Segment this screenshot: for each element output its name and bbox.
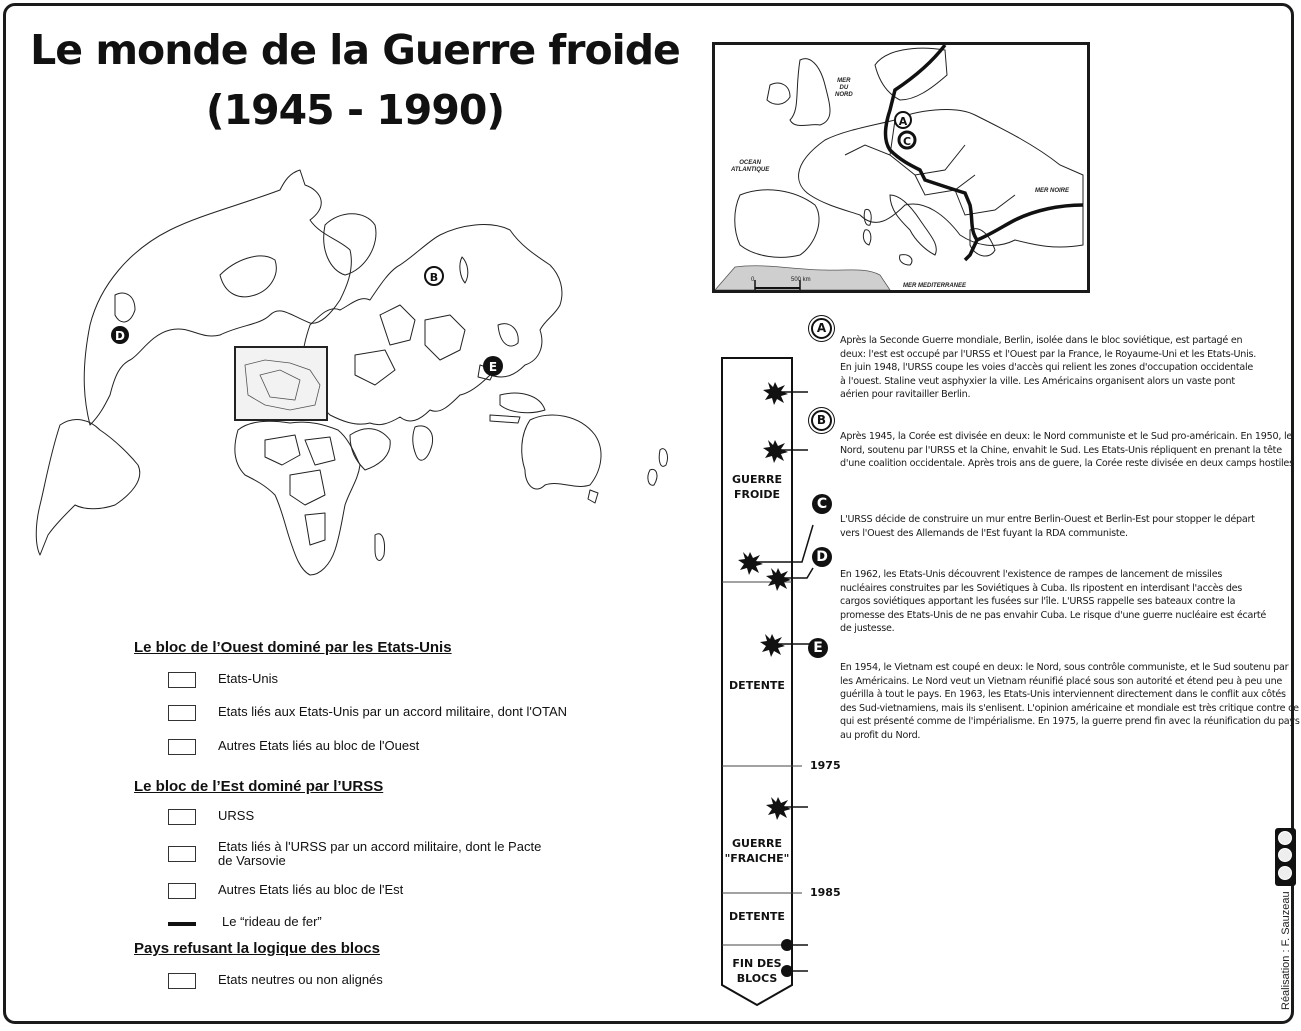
- svg-text:C: C: [902, 135, 912, 148]
- label-atlantic-2: ATLANTIQUE: [731, 167, 770, 173]
- event-badge-b[interactable]: B: [811, 410, 832, 431]
- legend-swatch[interactable]: [168, 739, 196, 755]
- legend-swatch[interactable]: [168, 973, 196, 989]
- svg-text:B: B: [429, 271, 439, 284]
- period-fin-des-blocs: [722, 956, 792, 986]
- event-badge-c[interactable]: C: [812, 494, 832, 514]
- label-atlantic-1: OCEAN: [739, 160, 761, 166]
- period-label-line: GUERRE: [732, 837, 782, 850]
- period-guerre-fraiche: [722, 836, 792, 866]
- continent-south-america: [36, 420, 140, 555]
- label-north-sea-2: DU: [839, 85, 849, 91]
- legend-item-label: URSS: [218, 808, 255, 823]
- period-detente-1: [722, 678, 792, 693]
- event-text-b: Après 1945, la Corée est divisée en deux: le Nord communiste et le Sud pro-américain. En 1950, le Nord, soutenu par l'URSS et la Chine, envahit le Sud. Les Etats-Unis répliquent en prenant la tête d'une coalition occidentale. Après trois ans de guere, la Corée reste divisée en deux camps hostiles: [840, 431, 1294, 470]
- legend-item-label: Etats liés aux Etats-Unis par un accord militaire, dont l'OTAN: [218, 704, 568, 719]
- europe-inset-map: [712, 42, 1090, 293]
- legend-item-urss: [168, 809, 254, 827]
- iron-curtain-line: [885, 45, 1083, 260]
- svg-text:D: D: [115, 329, 125, 343]
- legend-item-iron-curtain: [168, 915, 322, 933]
- scale-end: 500 km: [791, 277, 811, 283]
- legend-swatch[interactable]: [168, 705, 196, 721]
- event-badge-d[interactable]: D: [812, 547, 832, 567]
- label-atlantic: [731, 160, 769, 174]
- legend-item-label: Etats-Unis: [218, 671, 278, 686]
- period-label-line: DETENTE: [729, 679, 785, 692]
- legend-heading-east: Le bloc de l’Est dominé par l’URSS: [134, 778, 384, 795]
- continent-greenland: [324, 214, 376, 275]
- year-1985: 1985: [810, 886, 841, 899]
- event-badge-e[interactable]: E: [808, 638, 828, 658]
- event-text-e: En 1954, le Vietnam est coupé en deux: le Nord, sous contrôle communiste, et le Sud soutenu par les Américains. Le Nord veut un Vietnam réunifié placé sous son autorité et étend peu à peu une guérilla à tout le pays. En 1963, les Etats-Unis interviennent directement dans le conflit aux côtés des Sud-vietnamiens, mais ils s'enlisent. L'opinion américaine et mondiale est très critique contre ce qui est présenté comme de l'impérialisme. En 1975, la guerre prend fin avec la réunification du pays au profit du Nord.: [840, 662, 1300, 741]
- period-label-line: FIN DES: [732, 957, 782, 970]
- timeline: [710, 350, 840, 1010]
- legend-item-other-east: [168, 883, 403, 901]
- period-detente-2: [722, 909, 792, 924]
- period-label-line: "FRAICHE": [724, 852, 790, 865]
- period-label-line: DETENTE: [729, 910, 785, 923]
- marker-C-berlin-wall[interactable]: [899, 132, 915, 148]
- event-text-d: En 1962, les Etats-Unis découvrent l'existence de rampes de lancement de missiles nucléaires construites par les Soviétiques à Cuba. Ils ripostent en interdisant l'accès des cargos soviétiques apportant les fusées sur l'île. L'URSS rappelle ses bateaux contre la promesse des Etats-Unis de ne pas envahir Cuba. Le risque d'une guerre nucléaire est écarté de justesse.: [840, 569, 1266, 635]
- legend-item-label: Autres Etats liés au bloc de l'Ouest: [218, 738, 420, 753]
- marker-B-korea[interactable]: [425, 267, 443, 285]
- period-guerre-froide: [722, 472, 792, 502]
- marker-E-vietnam[interactable]: [483, 356, 503, 376]
- legend-item-other-west: [168, 739, 419, 757]
- continent-australia: [522, 415, 601, 489]
- legend-item-label: Etats liés à l'URSS par un accord militaire, dont le Pacte de Varsovie: [218, 839, 542, 868]
- title-line-2: (1945 - 1990): [205, 86, 505, 134]
- credit-text: Réalisation : F. Sauzeau: [1280, 891, 1292, 1010]
- dot-icon-1989: [781, 939, 793, 951]
- legend-item-neutral: [168, 973, 383, 991]
- legend-item-label: Etats neutres ou non alignés: [218, 972, 383, 987]
- legend-swatch[interactable]: [168, 846, 196, 862]
- svg-text:A: A: [898, 115, 908, 128]
- legend-item-usa: [168, 672, 278, 690]
- scale-start: 0: [751, 277, 755, 283]
- legend-item-label: Autres Etats liés au bloc de l'Est: [218, 882, 404, 897]
- legend-swatch[interactable]: [168, 672, 196, 688]
- legend-swatch[interactable]: [168, 883, 196, 899]
- page-title: [10, 20, 700, 140]
- label-north-sea: [835, 78, 853, 99]
- legend-item-nato: [168, 705, 567, 723]
- label-mediterranean: MER MEDITERRANEE: [903, 283, 967, 289]
- event-text-a: Après la Seconde Guerre mondiale, Berlin, isolée dans le bloc soviétique, est partagé en deux: l'est est occupé par l'URSS et l'Ouest par la France, le Royaume-Uni et les Etats-Unis. En juin 1948, l'URSS coupe les voies d'accès qui relient les zones d'occupation occidentale à l'ouest. Staline veut asphyxier la ville. Les Américains organisent alors un vaste pont aérien pour ravitailler Berlin.: [840, 335, 1257, 401]
- license-badge-icon: [1275, 828, 1296, 886]
- legend-item-warsaw-pact: [168, 840, 558, 872]
- legend-heading-neutral: Pays refusant la logique des blocs: [134, 940, 380, 957]
- label-black-sea: MER NOIRE: [1035, 188, 1070, 194]
- label-north-sea-1: MER: [837, 78, 851, 84]
- title-line-1: Le monde de la Guerre froide: [30, 26, 680, 74]
- legend-heading-west: Le bloc de l’Ouest dominé par les Etats-Unis: [134, 639, 452, 656]
- event-badge-a[interactable]: A: [811, 318, 832, 339]
- legend-swatch[interactable]: [168, 809, 196, 825]
- year-1975: 1975: [810, 759, 841, 772]
- legend-item-label: Le “rideau de fer”: [222, 914, 322, 929]
- svg-text:E: E: [488, 360, 498, 374]
- marker-D-cuba[interactable]: [111, 326, 129, 344]
- marker-A-berlin[interactable]: [895, 112, 911, 128]
- label-north-sea-3: NORD: [835, 92, 853, 98]
- continent-eurasia: [303, 225, 562, 425]
- period-label-line: FROIDE: [733, 488, 781, 501]
- europe-inset-frame: [235, 347, 327, 420]
- event-text-c: L'URSS décide de construire un mur entre Berlin-Ouest et Berlin-Est pour stopper le départ vers l'Ouest des Allemands de l'Est fuyant la RDA communiste.: [840, 514, 1255, 539]
- iron-curtain-symbol: [168, 922, 196, 926]
- period-label-line: GUERRE: [732, 473, 782, 486]
- world-map: [20, 165, 690, 615]
- period-label-line: BLOCS: [736, 972, 778, 985]
